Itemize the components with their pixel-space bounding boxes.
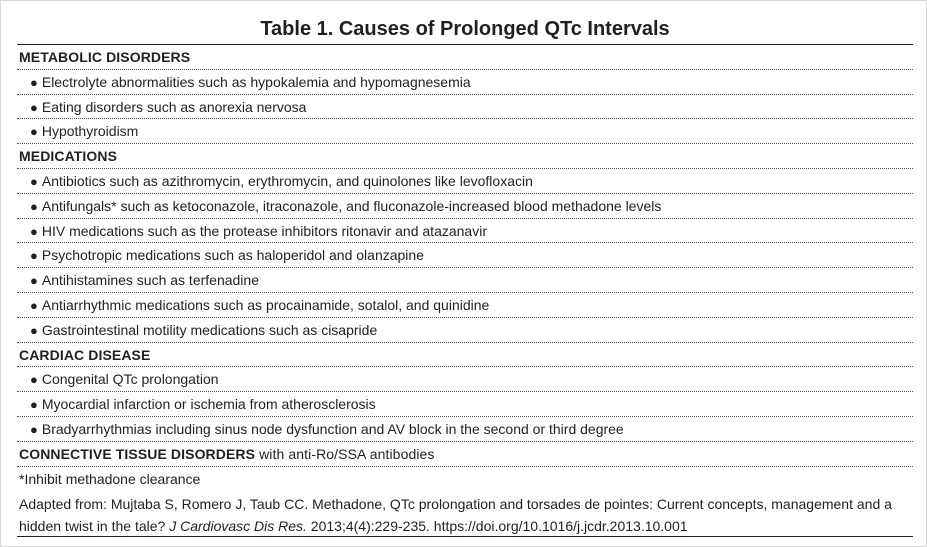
bullet-icon: ● [30, 297, 38, 313]
footnote: *Inhibit methadone clearance [19, 470, 201, 487]
bullet-icon: ● [30, 322, 38, 338]
list-item: ● Antihistamines such as terfenadine [17, 268, 913, 293]
list-item: ● Electrolyte abnormalities such as hypokalemia and hypomagnesemia [17, 70, 913, 95]
section-heading-connective: CONNECTIVE TISSUE DISORDERS with anti-Ro/SSA antibodies [17, 442, 913, 467]
section-heading-medications: MEDICATIONS [17, 144, 913, 169]
list-item: ● Hypothyroidism [17, 119, 913, 144]
section-heading-metabolic: METABOLIC DISORDERS [17, 45, 913, 70]
qtc-table [17, 1, 913, 537]
list-item: ● Myocardial infarction or ischemia from atherosclerosis [17, 392, 913, 417]
bullet-icon: ● [30, 198, 38, 214]
list-item: ● Antifungals* such as ketoconazole, itraconazole, and fluconazole-increased blood methadone levels [17, 194, 913, 219]
list-item: ● Congenital QTc prolongation [17, 367, 913, 392]
bullet-icon: ● [30, 421, 38, 437]
bullet-icon: ● [30, 273, 38, 289]
bullet-icon: ● [30, 99, 38, 115]
bullet-icon: ● [30, 372, 38, 388]
journal-name: J Cardiovasc Dis Res. [169, 518, 307, 535]
list-item: ● Antiarrhythmic medications such as procainamide, sotalol, and quinidine [17, 293, 913, 318]
bullet-icon: ● [30, 173, 38, 189]
list-item: ● Eating disorders such as anorexia nervosa [17, 95, 913, 120]
table-title: Table 1. Causes of Prolonged QTc Intervals [17, 1, 913, 45]
list-item: ● Psychotropic medications such as haloperidol and olanzapine [17, 243, 913, 268]
bullet-icon: ● [30, 248, 38, 264]
list-item: ● Antibiotics such as azithromycin, erythromycin, and quinolones like levofloxacin [17, 169, 913, 194]
bullet-icon: ● [30, 223, 38, 239]
section-heading-cardiac: CARDIAC DISEASE [17, 343, 913, 368]
list-item: ● Gastrointestinal motility medications such as cisapride [17, 318, 913, 343]
list-item: ● Bradyarrhythmias including sinus node dysfunction and AV block in the second or third degree [17, 417, 913, 442]
bullet-icon: ● [30, 74, 38, 90]
list-item: ● HIV medications such as the protease inhibitors ritonavir and atazanavir [17, 219, 913, 244]
bullet-icon: ● [30, 124, 38, 140]
citation: Adapted from: Mujtaba S, Romero J, Taub CC. Methadone, QTc prolongation and torsades de pointes: Current concepts, management and a hidden twist in the tale? J Cardiovasc Dis Res. 2013;4(4):229-235. https://doi.org/10.1016/j.jcdr.2013.10.001 [17, 491, 913, 537]
bullet-icon: ● [30, 397, 38, 413]
